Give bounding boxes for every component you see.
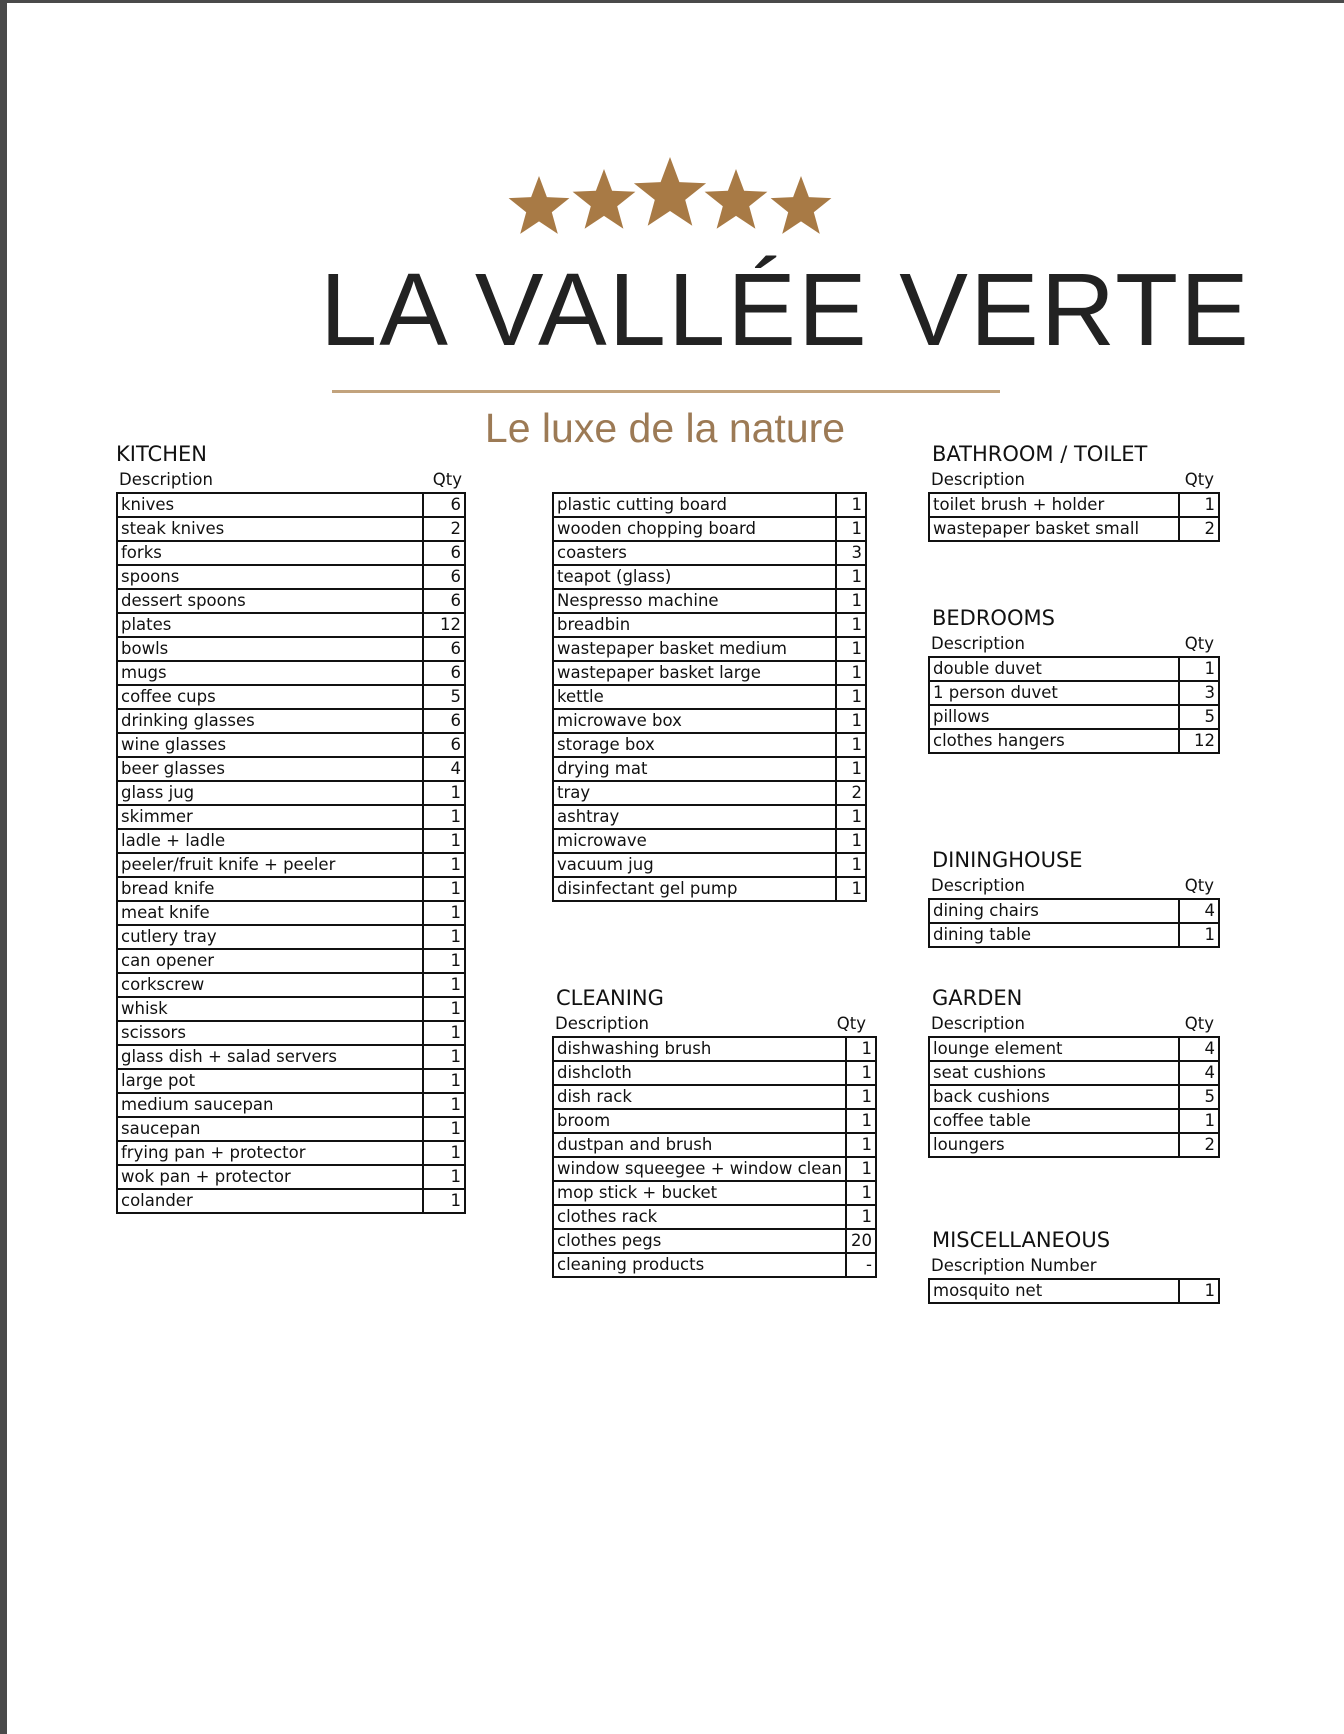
table-row xyxy=(117,685,465,709)
item-description: plates xyxy=(117,613,423,637)
item-qty: - xyxy=(846,1253,876,1277)
table-row xyxy=(553,685,866,709)
table-row xyxy=(117,877,465,901)
column-headers xyxy=(928,632,1218,656)
table-row xyxy=(929,899,1219,923)
miscellaneous-table xyxy=(928,1278,1220,1304)
table-row xyxy=(553,1157,876,1181)
table-row xyxy=(553,829,866,853)
item-qty: 1 xyxy=(1179,657,1219,681)
star-icon xyxy=(771,176,832,234)
item-description: tray xyxy=(553,781,836,805)
item-qty: 6 xyxy=(423,541,465,565)
item-description: medium saucepan xyxy=(117,1093,423,1117)
item-qty: 1 xyxy=(836,829,866,853)
table-row xyxy=(553,1085,876,1109)
table-row xyxy=(553,733,866,757)
section-cleaning xyxy=(552,984,877,1278)
table-row xyxy=(117,853,465,877)
item-description: frying pan + protector xyxy=(117,1141,423,1165)
item-description: can opener xyxy=(117,949,423,973)
item-description: beer glasses xyxy=(117,757,423,781)
table-row xyxy=(929,493,1219,517)
item-description: scissors xyxy=(117,1021,423,1045)
brand-tagline: Le luxe de la nature xyxy=(484,405,846,451)
table-row xyxy=(117,493,465,517)
item-description: saucepan xyxy=(117,1117,423,1141)
item-description: breadbin xyxy=(553,613,836,637)
five-stars-icon xyxy=(505,150,835,250)
item-qty: 1 xyxy=(836,565,866,589)
section-bathroom xyxy=(928,440,1220,542)
table-row xyxy=(553,781,866,805)
item-qty: 20 xyxy=(846,1229,876,1253)
item-qty: 5 xyxy=(1179,1085,1219,1109)
table-row xyxy=(553,541,866,565)
item-description: wooden chopping board xyxy=(553,517,836,541)
page-frame-top xyxy=(0,0,1344,3)
item-qty: 2 xyxy=(1179,1133,1219,1157)
item-description: glass dish + salad servers xyxy=(117,1045,423,1069)
item-qty: 1 xyxy=(423,925,465,949)
item-description: drinking glasses xyxy=(117,709,423,733)
item-description: forks xyxy=(117,541,423,565)
table-row xyxy=(929,1133,1219,1157)
section-title: GARDEN xyxy=(932,986,1023,1010)
qty-header: Qty xyxy=(432,470,462,489)
item-qty: 1 xyxy=(836,589,866,613)
item-description: ladle + ladle xyxy=(117,829,423,853)
section-title: KITCHEN xyxy=(116,442,207,466)
item-qty: 1 xyxy=(423,1045,465,1069)
item-qty: 3 xyxy=(836,541,866,565)
item-description: large pot xyxy=(117,1069,423,1093)
table-row xyxy=(553,565,866,589)
table-row xyxy=(117,1141,465,1165)
item-qty: 1 xyxy=(423,973,465,997)
item-qty: 1 xyxy=(1179,493,1219,517)
table-row xyxy=(553,589,866,613)
item-qty: 1 xyxy=(836,637,866,661)
table-row xyxy=(117,1021,465,1045)
item-description: wine glasses xyxy=(117,733,423,757)
description-header: Description xyxy=(931,634,1025,653)
column-headers xyxy=(928,1254,1218,1278)
item-description: storage box xyxy=(553,733,836,757)
column-headers xyxy=(928,1012,1218,1036)
item-description: corkscrew xyxy=(117,973,423,997)
table-row xyxy=(117,1093,465,1117)
item-qty: 1 xyxy=(846,1157,876,1181)
description-header: Description xyxy=(119,470,213,489)
page-frame-left xyxy=(0,0,7,1734)
item-description: steak knives xyxy=(117,517,423,541)
kitchen-continued-table xyxy=(552,492,867,902)
item-description: skimmer xyxy=(117,805,423,829)
item-description: dining table xyxy=(929,923,1179,947)
table-row xyxy=(553,1229,876,1253)
item-description: mop stick + bucket xyxy=(553,1181,846,1205)
star-icon xyxy=(705,169,768,229)
section-kitchen xyxy=(116,440,466,1214)
star-icon xyxy=(634,157,706,226)
description-header: Description xyxy=(555,1014,649,1033)
item-qty: 1 xyxy=(846,1109,876,1133)
section-title: BATHROOM / TOILET xyxy=(932,442,1148,466)
item-qty: 6 xyxy=(423,565,465,589)
item-qty: 1 xyxy=(846,1181,876,1205)
description-header: Description xyxy=(931,876,1025,895)
item-qty: 4 xyxy=(423,757,465,781)
item-qty: 1 xyxy=(836,709,866,733)
item-qty: 1 xyxy=(836,853,866,877)
item-description: bread knife xyxy=(117,877,423,901)
table-row xyxy=(117,949,465,973)
bedrooms-table xyxy=(928,656,1220,754)
table-row xyxy=(117,661,465,685)
table-row xyxy=(117,637,465,661)
item-qty: 1 xyxy=(836,877,866,901)
item-qty: 3 xyxy=(1179,681,1219,705)
item-description: Nespresso machine xyxy=(553,589,836,613)
item-qty: 1 xyxy=(1179,1109,1219,1133)
item-description: wok pan + protector xyxy=(117,1165,423,1189)
item-description: double duvet xyxy=(929,657,1179,681)
item-description: dustpan and brush xyxy=(553,1133,846,1157)
item-description: clothes hangers xyxy=(929,729,1179,753)
table-row xyxy=(553,1253,876,1277)
brand-name: LA VALLÉE VERTE xyxy=(320,252,1251,367)
item-qty: 6 xyxy=(423,709,465,733)
bathroom-table xyxy=(928,492,1220,542)
table-row xyxy=(117,1117,465,1141)
item-qty: 2 xyxy=(423,517,465,541)
table-row xyxy=(553,661,866,685)
table-row xyxy=(929,1061,1219,1085)
column-headers xyxy=(928,468,1218,492)
item-description: back cushions xyxy=(929,1085,1179,1109)
item-description: whisk xyxy=(117,997,423,1021)
section-dininghouse xyxy=(928,846,1220,948)
item-qty: 1 xyxy=(1179,1279,1219,1303)
item-description: wastepaper basket medium xyxy=(553,637,836,661)
item-qty: 1 xyxy=(836,661,866,685)
item-description: colander xyxy=(117,1189,423,1213)
item-description: clothes rack xyxy=(553,1205,846,1229)
item-description: cleaning products xyxy=(553,1253,846,1277)
table-row xyxy=(929,729,1219,753)
item-qty: 1 xyxy=(423,829,465,853)
item-qty: 1 xyxy=(846,1133,876,1157)
table-row xyxy=(553,1205,876,1229)
table-row xyxy=(553,1109,876,1133)
item-qty: 1 xyxy=(836,613,866,637)
item-qty: 1 xyxy=(1179,923,1219,947)
item-description: dishcloth xyxy=(553,1061,846,1085)
item-qty: 1 xyxy=(423,853,465,877)
item-description: plastic cutting board xyxy=(553,493,836,517)
item-qty: 6 xyxy=(423,493,465,517)
item-qty: 1 xyxy=(423,781,465,805)
item-description: vacuum jug xyxy=(553,853,836,877)
item-description: 1 person duvet xyxy=(929,681,1179,705)
table-row xyxy=(117,565,465,589)
table-row xyxy=(117,541,465,565)
item-qty: 5 xyxy=(1179,705,1219,729)
column-headers xyxy=(116,468,466,492)
table-row xyxy=(929,923,1219,947)
item-description: seat cushions xyxy=(929,1061,1179,1085)
item-qty: 1 xyxy=(423,949,465,973)
kitchen-table xyxy=(116,492,466,1214)
table-row xyxy=(117,733,465,757)
table-row xyxy=(553,1061,876,1085)
description-number-header: Description Number xyxy=(931,1256,1097,1275)
item-qty: 6 xyxy=(423,589,465,613)
item-description: dining chairs xyxy=(929,899,1179,923)
section-title: CLEANING xyxy=(556,986,664,1010)
table-row xyxy=(553,493,866,517)
table-row xyxy=(117,805,465,829)
item-description: coffee cups xyxy=(117,685,423,709)
item-description: knives xyxy=(117,493,423,517)
table-row xyxy=(117,925,465,949)
table-row xyxy=(117,1045,465,1069)
item-qty: 1 xyxy=(423,997,465,1021)
table-row xyxy=(929,1279,1219,1303)
star-icon xyxy=(573,169,636,229)
table-row xyxy=(117,589,465,613)
item-description: dessert spoons xyxy=(117,589,423,613)
item-description: microwave box xyxy=(553,709,836,733)
item-description: spoons xyxy=(117,565,423,589)
item-qty: 4 xyxy=(1179,1061,1219,1085)
garden-table xyxy=(928,1036,1220,1158)
item-qty: 1 xyxy=(423,1093,465,1117)
table-row xyxy=(929,1037,1219,1061)
item-qty: 1 xyxy=(423,1069,465,1093)
section-title: MISCELLANEOUS xyxy=(932,1228,1111,1252)
item-qty: 1 xyxy=(836,493,866,517)
item-description: pillows xyxy=(929,705,1179,729)
table-row xyxy=(929,1085,1219,1109)
item-description: bowls xyxy=(117,637,423,661)
item-qty: 1 xyxy=(836,685,866,709)
item-description: broom xyxy=(553,1109,846,1133)
star-icon xyxy=(509,176,570,234)
item-qty: 2 xyxy=(836,781,866,805)
item-description: dish rack xyxy=(553,1085,846,1109)
item-description: disinfectant gel pump xyxy=(553,877,836,901)
item-qty: 1 xyxy=(423,1117,465,1141)
item-description: wastepaper basket small xyxy=(929,517,1179,541)
section-bedrooms xyxy=(928,604,1220,754)
item-qty: 1 xyxy=(836,757,866,781)
item-description: dishwashing brush xyxy=(553,1037,846,1061)
item-description: drying mat xyxy=(553,757,836,781)
table-row xyxy=(117,517,465,541)
dininghouse-table xyxy=(928,898,1220,948)
item-qty: 1 xyxy=(423,901,465,925)
item-qty: 4 xyxy=(1179,899,1219,923)
item-description: loungers xyxy=(929,1133,1179,1157)
item-qty: 2 xyxy=(1179,517,1219,541)
table-row xyxy=(553,517,866,541)
item-description: cutlery tray xyxy=(117,925,423,949)
qty-header: Qty xyxy=(1184,1014,1214,1033)
table-row xyxy=(929,517,1219,541)
item-qty: 1 xyxy=(846,1061,876,1085)
table-row xyxy=(117,781,465,805)
item-description: glass jug xyxy=(117,781,423,805)
table-row xyxy=(117,901,465,925)
table-row xyxy=(117,1165,465,1189)
item-qty: 1 xyxy=(836,805,866,829)
item-description: kettle xyxy=(553,685,836,709)
item-qty: 1 xyxy=(423,1189,465,1213)
item-qty: 1 xyxy=(846,1037,876,1061)
item-qty: 1 xyxy=(423,805,465,829)
table-row xyxy=(117,757,465,781)
description-header: Description xyxy=(931,470,1025,489)
item-qty: 1 xyxy=(846,1205,876,1229)
cleaning-table xyxy=(552,1036,877,1278)
table-row xyxy=(929,705,1219,729)
table-row xyxy=(117,613,465,637)
item-description: mugs xyxy=(117,661,423,685)
item-description: teapot (glass) xyxy=(553,565,836,589)
table-row xyxy=(553,805,866,829)
item-description: wastepaper basket large xyxy=(553,661,836,685)
item-description: toilet brush + holder xyxy=(929,493,1179,517)
item-qty: 1 xyxy=(846,1085,876,1109)
table-row xyxy=(117,1069,465,1093)
item-qty: 4 xyxy=(1179,1037,1219,1061)
item-qty: 5 xyxy=(423,685,465,709)
column-headers xyxy=(928,874,1218,898)
item-qty: 1 xyxy=(423,877,465,901)
column-headers xyxy=(552,1012,870,1036)
item-qty: 6 xyxy=(423,733,465,757)
qty-header: Qty xyxy=(836,1014,866,1033)
item-qty: 12 xyxy=(1179,729,1219,753)
table-row xyxy=(553,637,866,661)
qty-header: Qty xyxy=(1184,470,1214,489)
item-description: coffee table xyxy=(929,1109,1179,1133)
table-row xyxy=(929,1109,1219,1133)
item-description: mosquito net xyxy=(929,1279,1179,1303)
table-row xyxy=(553,757,866,781)
item-qty: 12 xyxy=(423,613,465,637)
table-row xyxy=(553,1037,876,1061)
table-row xyxy=(553,1181,876,1205)
table-row xyxy=(117,1189,465,1213)
item-description: peeler/fruit knife + peeler xyxy=(117,853,423,877)
table-row xyxy=(929,657,1219,681)
table-row xyxy=(553,613,866,637)
section-title: BEDROOMS xyxy=(932,606,1055,630)
section-kitchen-continued xyxy=(552,492,867,902)
item-qty: 6 xyxy=(423,637,465,661)
item-qty: 6 xyxy=(423,661,465,685)
table-row xyxy=(553,853,866,877)
qty-header: Qty xyxy=(1184,876,1214,895)
item-description: ashtray xyxy=(553,805,836,829)
item-description: clothes pegs xyxy=(553,1229,846,1253)
table-row xyxy=(553,709,866,733)
logo-divider xyxy=(332,390,1000,393)
item-qty: 1 xyxy=(423,1021,465,1045)
table-row xyxy=(929,681,1219,705)
section-garden xyxy=(928,984,1220,1158)
qty-header: Qty xyxy=(1184,634,1214,653)
item-qty: 1 xyxy=(836,517,866,541)
item-qty: 1 xyxy=(423,1141,465,1165)
description-header: Description xyxy=(931,1014,1025,1033)
table-row xyxy=(117,829,465,853)
item-qty: 1 xyxy=(836,733,866,757)
table-row xyxy=(553,1133,876,1157)
item-description: microwave xyxy=(553,829,836,853)
table-row xyxy=(553,877,866,901)
item-description: coasters xyxy=(553,541,836,565)
item-description: lounge element xyxy=(929,1037,1179,1061)
section-title: DININGHOUSE xyxy=(932,848,1083,872)
item-description: meat knife xyxy=(117,901,423,925)
section-miscellaneous xyxy=(928,1226,1220,1304)
table-row xyxy=(117,997,465,1021)
table-row xyxy=(117,973,465,997)
table-row xyxy=(117,709,465,733)
item-description: window squeegee + window clean xyxy=(553,1157,846,1181)
item-qty: 1 xyxy=(423,1165,465,1189)
